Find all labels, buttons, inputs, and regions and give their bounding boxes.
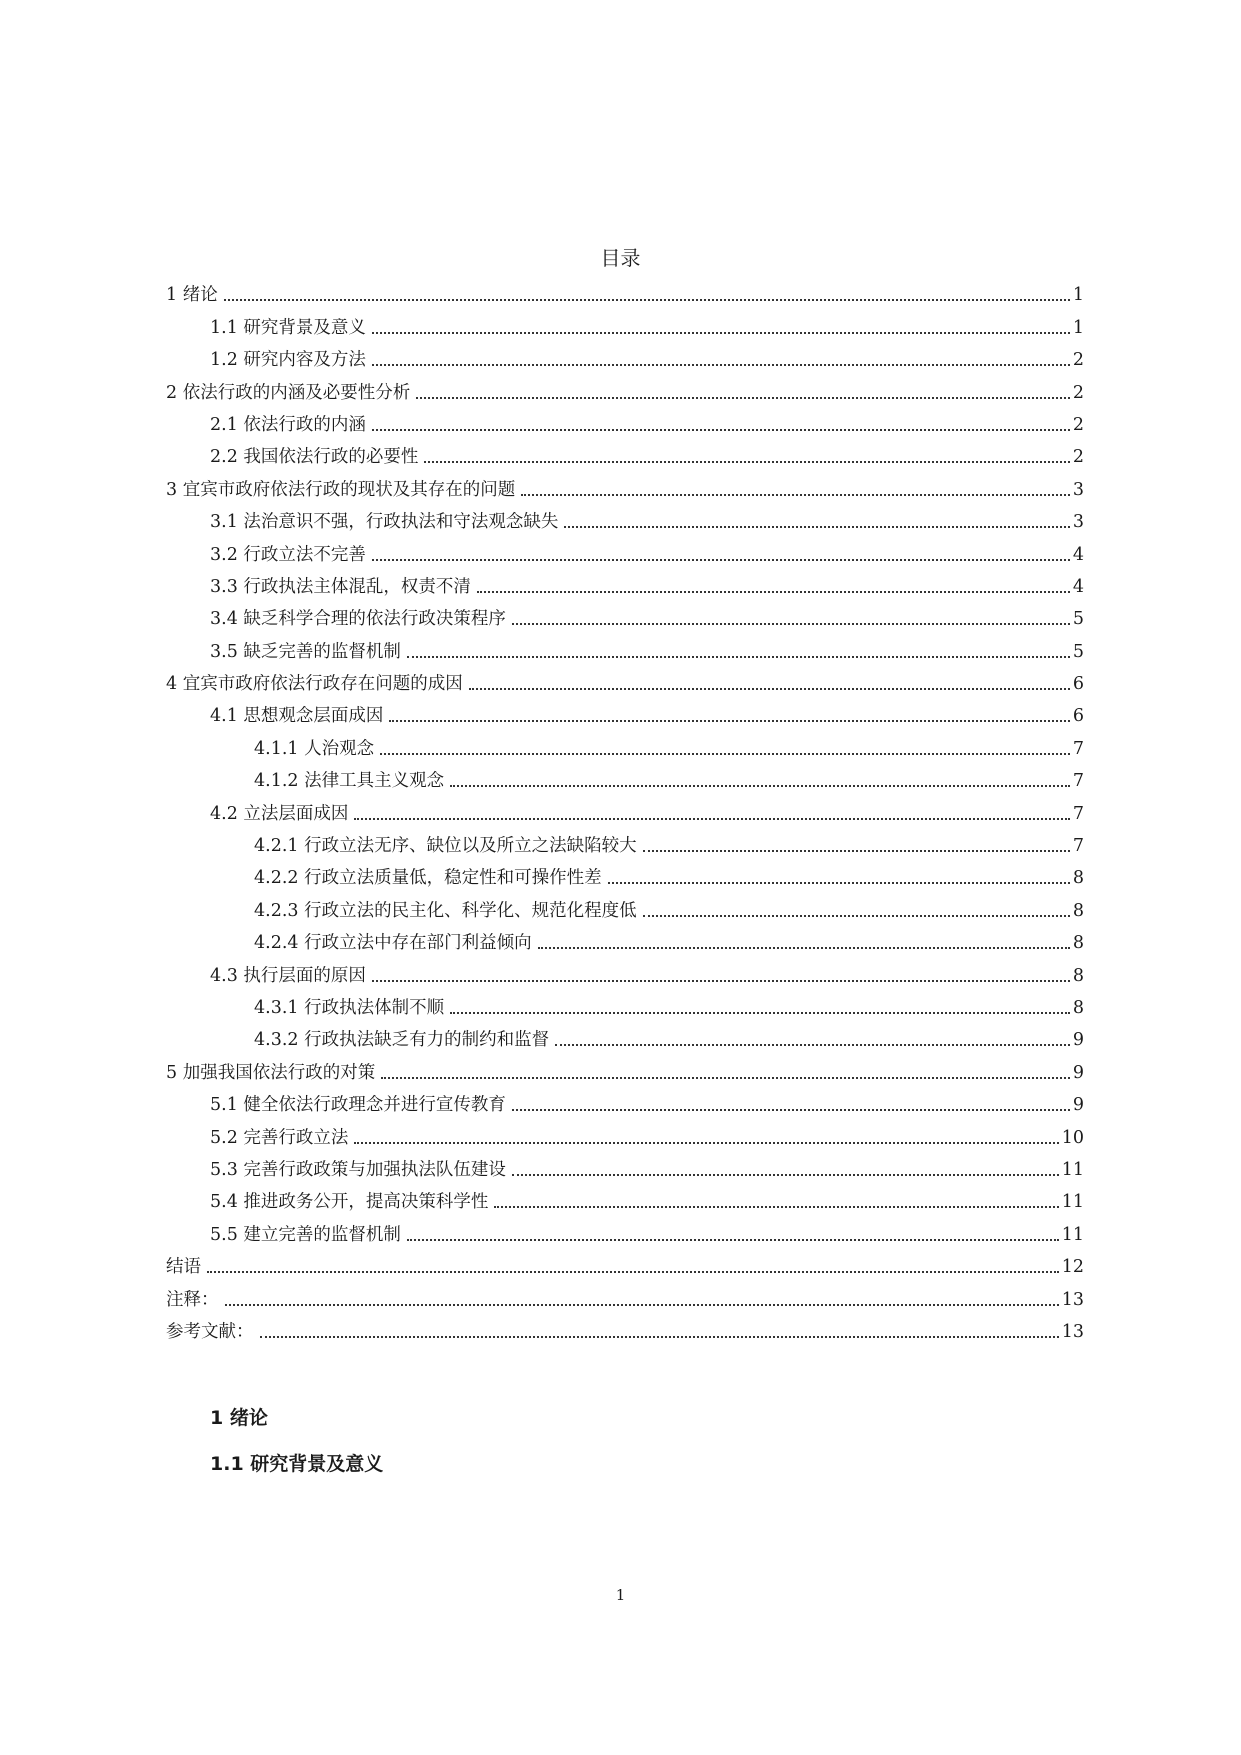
toc-entry-label: 4.2.2 行政立法质量低，稳定性和可操作性差 xyxy=(254,868,602,889)
toc-entry-page: 5 xyxy=(1072,609,1084,630)
toc-entry-page: 10 xyxy=(1061,1127,1084,1148)
toc-entry-page: 4 xyxy=(1072,544,1084,565)
toc-leader-dots xyxy=(512,1173,1059,1176)
toc-leader-dots xyxy=(564,525,1069,528)
page-number: 1 xyxy=(615,1586,626,1604)
toc-entry[interactable] xyxy=(166,893,1084,925)
toc-leader-dots xyxy=(512,622,1070,625)
toc-entry-page: 4 xyxy=(1072,576,1084,597)
toc-leader-dots xyxy=(407,1238,1059,1241)
toc-leader-dots xyxy=(260,1335,1059,1338)
toc-entry-label: 1 绪论 xyxy=(166,285,218,306)
toc-entry[interactable] xyxy=(166,343,1084,375)
section-heading-1: 1 绪论 xyxy=(210,1407,268,1429)
toc-leader-dots xyxy=(643,849,1070,852)
toc-leader-dots xyxy=(477,590,1070,593)
toc-entry-label: 注释： xyxy=(166,1289,219,1310)
toc-title: 目录 xyxy=(600,246,641,270)
toc-entry[interactable] xyxy=(166,1088,1084,1120)
toc-entry[interactable] xyxy=(166,829,1084,861)
toc-entry-page: 8 xyxy=(1072,900,1084,921)
toc-entry-page: 11 xyxy=(1061,1224,1084,1245)
toc-entry[interactable] xyxy=(166,991,1084,1023)
toc-entry-label: 3.3 行政执法主体混乱，权责不清 xyxy=(210,576,471,597)
toc-entry-label: 4.3 执行层面的原因 xyxy=(210,965,366,986)
toc-entry-page: 7 xyxy=(1072,836,1084,857)
toc-leader-dots xyxy=(555,1043,1070,1046)
toc-entry-label: 4.1.2 法律工具主义观念 xyxy=(254,771,445,792)
toc-entry-label: 4.2.3 行政立法的民主化、科学化、规范化程度低 xyxy=(254,900,637,921)
toc-entry-page: 12 xyxy=(1061,1257,1084,1278)
toc-entry[interactable] xyxy=(166,1217,1084,1249)
toc-entry-label: 1.1 研究背景及意义 xyxy=(210,317,366,338)
toc-entry-label: 结语 xyxy=(166,1257,201,1278)
toc-entry-label: 3.1 法治意识不强，行政执法和守法观念缺失 xyxy=(210,512,559,533)
toc-leader-dots xyxy=(389,719,1069,722)
toc-entry-page: 3 xyxy=(1072,479,1084,500)
toc-entry[interactable] xyxy=(166,1055,1084,1087)
toc-entry[interactable] xyxy=(166,634,1084,666)
toc-leader-dots xyxy=(225,1303,1059,1306)
toc-entry-label: 4.3.2 行政执法缺乏有力的制约和监督 xyxy=(254,1030,550,1051)
toc-entry[interactable] xyxy=(166,1185,1084,1217)
toc-entry-label: 5.5 建立完善的监督机制 xyxy=(210,1224,401,1245)
toc-leader-dots xyxy=(372,428,1070,431)
toc-leader-dots xyxy=(424,460,1069,463)
toc-entry[interactable] xyxy=(166,796,1084,828)
toc-leader-dots xyxy=(450,784,1070,787)
toc-leader-dots xyxy=(354,1141,1058,1144)
toc-entry-label: 3.4 缺乏科学合理的依法行政决策程序 xyxy=(210,609,506,630)
toc-entry[interactable] xyxy=(166,310,1084,342)
toc-entry-label: 4.2.4 行政立法中存在部门利益倾向 xyxy=(254,933,532,954)
toc-entry-label: 4.2.1 行政立法无序、缺位以及所立之法缺陷较大 xyxy=(254,836,637,857)
toc-entry-page: 8 xyxy=(1072,933,1084,954)
toc-entry-label: 5.3 完善行政政策与加强执法队伍建设 xyxy=(210,1159,506,1180)
table-of-contents xyxy=(166,278,1084,1347)
toc-entry-label: 5.4 推进政务公开，提高决策科学性 xyxy=(210,1192,489,1213)
toc-entry-label: 5.2 完善行政立法 xyxy=(210,1127,349,1148)
toc-entry-page: 5 xyxy=(1072,641,1084,662)
toc-leader-dots xyxy=(372,331,1070,334)
toc-leader-dots xyxy=(381,1076,1070,1079)
toc-leader-dots xyxy=(372,363,1070,366)
toc-leader-dots xyxy=(643,914,1070,917)
toc-entry-page: 8 xyxy=(1072,868,1084,889)
toc-entry-label: 2 依法行政的内涵及必要性分析 xyxy=(166,382,411,403)
toc-entry-label: 2.2 我国依法行政的必要性 xyxy=(210,447,419,468)
toc-entry[interactable] xyxy=(166,1120,1084,1152)
toc-leader-dots xyxy=(372,558,1070,561)
toc-entry[interactable] xyxy=(166,1282,1084,1314)
toc-entry-page: 7 xyxy=(1072,803,1084,824)
toc-entry[interactable] xyxy=(166,1023,1084,1055)
toc-leader-dots xyxy=(207,1270,1059,1273)
toc-leader-dots xyxy=(416,396,1070,399)
toc-leader-dots xyxy=(512,1108,1070,1111)
toc-entry-page: 7 xyxy=(1072,738,1084,759)
toc-entry[interactable] xyxy=(166,570,1084,602)
toc-entry-label: 1.2 研究内容及方法 xyxy=(210,350,366,371)
toc-entry[interactable] xyxy=(166,926,1084,958)
toc-leader-dots xyxy=(372,979,1070,982)
toc-entry-page: 8 xyxy=(1072,965,1084,986)
toc-entry-page: 9 xyxy=(1072,1062,1084,1083)
toc-entry[interactable] xyxy=(166,408,1084,440)
toc-entry[interactable] xyxy=(166,731,1084,763)
toc-entry[interactable] xyxy=(166,1250,1084,1282)
toc-entry[interactable] xyxy=(166,278,1084,310)
toc-leader-dots xyxy=(608,881,1070,884)
toc-entry-page: 2 xyxy=(1072,382,1084,403)
toc-entry-label: 4 宜宾市政府依法行政存在问题的成因 xyxy=(166,674,463,695)
toc-entry-label: 3.2 行政立法不完善 xyxy=(210,544,366,565)
toc-entry[interactable] xyxy=(166,1153,1084,1185)
toc-entry-label: 3 宜宾市政府依法行政的现状及其存在的问题 xyxy=(166,479,516,500)
toc-leader-dots xyxy=(380,752,1070,755)
toc-entry-page: 6 xyxy=(1072,674,1084,695)
toc-entry[interactable] xyxy=(166,505,1084,537)
toc-entry-label: 参考文献： xyxy=(166,1321,254,1342)
toc-entry[interactable] xyxy=(166,472,1084,504)
toc-entry-page: 1 xyxy=(1072,317,1084,338)
toc-entry-page: 9 xyxy=(1072,1030,1084,1051)
toc-entry-page: 11 xyxy=(1061,1159,1084,1180)
toc-entry-page: 8 xyxy=(1072,997,1084,1018)
toc-entry[interactable] xyxy=(166,602,1084,634)
toc-leader-dots xyxy=(224,298,1070,301)
toc-entry-page: 3 xyxy=(1072,512,1084,533)
toc-entry[interactable] xyxy=(166,958,1084,990)
toc-entry-page: 2 xyxy=(1072,447,1084,468)
toc-entry-page: 2 xyxy=(1072,414,1084,435)
toc-entry[interactable] xyxy=(166,375,1084,407)
toc-entry[interactable] xyxy=(166,1315,1084,1347)
toc-entry[interactable] xyxy=(166,699,1084,731)
toc-entry-label: 4.1 思想观念层面成因 xyxy=(210,706,384,727)
toc-entry[interactable] xyxy=(166,667,1084,699)
toc-entry-label: 4.3.1 行政执法体制不顺 xyxy=(254,997,445,1018)
toc-entry[interactable] xyxy=(166,537,1084,569)
toc-entry-page: 2 xyxy=(1072,350,1084,371)
toc-entry-label: 4.2 立法层面成因 xyxy=(210,803,349,824)
toc-leader-dots xyxy=(469,687,1070,690)
toc-entry-page: 9 xyxy=(1072,1095,1084,1116)
toc-leader-dots xyxy=(494,1205,1058,1208)
toc-entry-label: 4.1.1 人治观念 xyxy=(254,738,375,759)
toc-entry-page: 13 xyxy=(1061,1321,1084,1342)
toc-entry-label: 5.1 健全依法行政理念并进行宣传教育 xyxy=(210,1095,506,1116)
section-heading-1-1: 1.1 研究背景及意义 xyxy=(210,1453,384,1475)
toc-leader-dots xyxy=(521,493,1070,496)
toc-leader-dots xyxy=(407,655,1070,658)
toc-entry-page: 11 xyxy=(1061,1192,1084,1213)
toc-entry[interactable] xyxy=(166,861,1084,893)
toc-entry[interactable] xyxy=(166,440,1084,472)
toc-entry-page: 1 xyxy=(1072,285,1084,306)
toc-entry-label: 5 加强我国依法行政的对策 xyxy=(166,1062,376,1083)
toc-entry-page: 7 xyxy=(1072,771,1084,792)
toc-entry-page: 13 xyxy=(1061,1289,1084,1310)
toc-entry-page: 6 xyxy=(1072,706,1084,727)
toc-leader-dots xyxy=(354,817,1069,820)
toc-entry-label: 3.5 缺乏完善的监督机制 xyxy=(210,641,401,662)
toc-entry-label: 2.1 依法行政的内涵 xyxy=(210,414,366,435)
toc-leader-dots xyxy=(538,946,1070,949)
toc-entry[interactable] xyxy=(166,764,1084,796)
toc-leader-dots xyxy=(450,1011,1070,1014)
